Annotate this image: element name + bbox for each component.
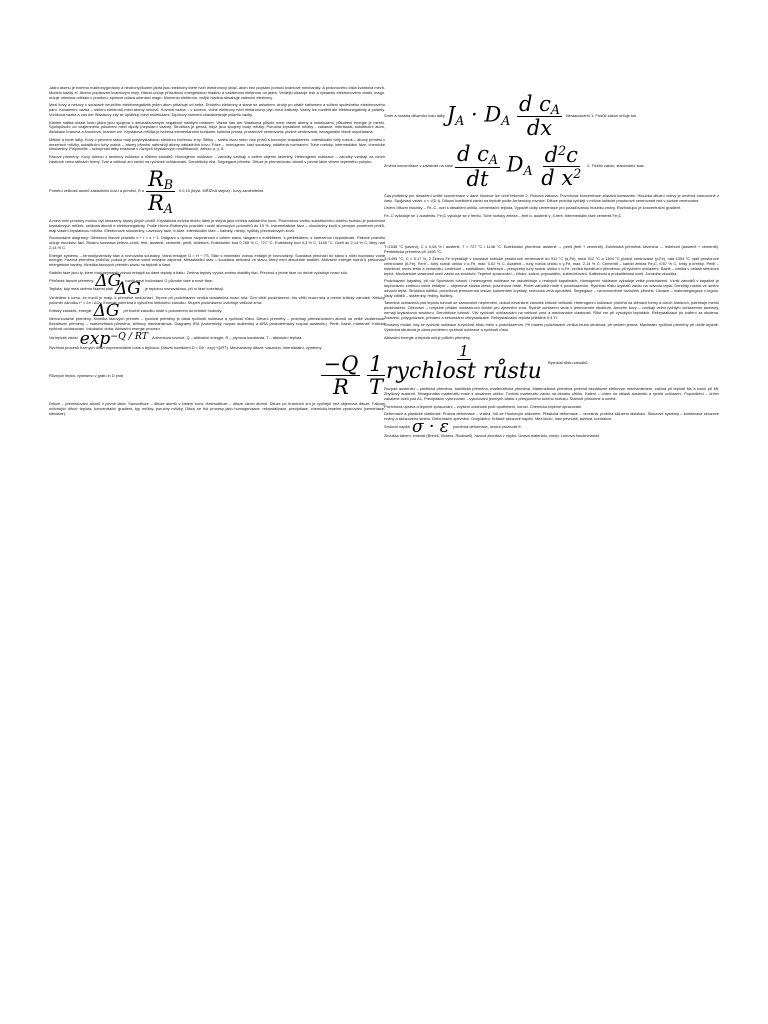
equation-growth-rate-tail: Rychlost růstu zárodků.: [547, 360, 589, 366]
equation-slope: [49, 353, 385, 398]
equation-delta-g-2-lead: Teplota, kdy mezi oběma fázemi platí: [49, 286, 114, 292]
equation-radius-ratio: [49, 168, 385, 216]
left-paragraph-5: Fázové přeměny: Kovy tuhnou z taveniny nukleací a růstem zárodků. Homogenní nukleace – zárodky vznikají v celém objemu taveniny. Heterogenní nukleace – zárodky vznikají na cizích částicích nebo stěnách formy. Tvar a velikost zrn závisí na rychlosti ochlazování. Dendritický růst. Segregace příměsí. Difuze je přemisťování atomů v pevné látce vlivem tepelného pohybu.: [49, 154, 385, 164]
formula-growth-rate: $\frac{1}{\text{rychlost růstu}}$: [386, 341, 542, 385]
equation-delta-g-2-tail: je teplotou rovnovážnou, při ní fáze koexistují.: [144, 286, 224, 292]
equation-stress-tail: poměrná deformace, modul pružnosti E.: [452, 423, 523, 429]
equation-arrhenius-tail: Arrheniova rovnice, Q – aktivační energie, R – plynová konstanta, T – absolutní teplota.: [151, 334, 303, 340]
right-paragraph-9: Aktivační energie a teplota určují průběh přeměny.: [384, 334, 471, 340]
left-paragraph-7: Rovnovážné diagramy: Gibbsovo fázové pravidlo v + f = s + 1. Diagram s úplnou rozpustností v tuhém stavu, diagram s eutektikem, s peritektikem, s omezenou rozpustností. Pákové pravidlo určuje množství fází. Binární soustava železo–uhlík: ferit, austenit, cementit, perlit, ledeburit. Eutektoidní bod 0,765 % C, 727 °C. Eutektický bod 4,3 % C, 1148 °C. Oceli do 2,14 % C, litiny nad 2,14 % C.: [49, 235, 385, 250]
formula-radius-ratio: $\frac{R_B}{R_A}$: [147, 166, 174, 216]
equation-radius-ratio-tail: ≤ 0,15 (kryst. MŘÍŽKA stejná) - kovy zaměnitelné.: [179, 187, 265, 193]
formula-arrhenius: $\exp^{-Q / RT}$: [79, 328, 148, 349]
equation-radius-ratio-lead: Poměru velikosti atomů základního kovu a příměsi, R a: [49, 187, 144, 193]
left-paragraph-3: Kladně nabitá oblast iontu jádra jsou spojena s delokalizovaným negativně nabitým mrakem. Vazba Van der Waalsova působí mezi všemi atomy a molekulami, působení energie je menší. Spolupůsobí od vzájemného působení mezi dipóly (nepolární vazba). Struktura je pevná, když jsou spojeny body mřížky. Porucha krystalové mřížky - vakance, intersticiál, substituční atom, dislokace hranová a šroubová, hranice zrn. Krystalová mřížka je tvořena elementárními buňkami, kubická prostá, prostorově centrovaná, plošně centrovaná, hexagonální těsně uspořádaná.: [49, 119, 385, 134]
equation-delta-g-3-lead: Kritický zárodek, energie: [49, 307, 92, 313]
left-paragraph-6: A mezi nimi prostory mohou být obsazeny atomy jiných prvků. Krystalická mřížka těchto látek je stejná jako mřížka základního kovu. Podmínkou vzniku substitučního tuhého roztoku je podobnost krystalových mřížek, velikosti atomů a elektronegativity. Podle Hume-Rotheryho pravidel: rozdíl atomových poloměrů do 15 %. Intermetalické fáze – sloučeniny kovů s pevným poměrem prvků, mají vlastní krystalovou mřížku. Elektronové sloučeniny, Lavesovy fáze, σ-fáze. Intersticiální fáze – karbidy, nitridy, hydridy přechodových kovů.: [49, 218, 385, 233]
left-paragraph-9: Stabilní fáze jsou ty, které mají nejmenší volnou entalpii za dané teploty a tlaku. Změna teploty vyvolá změnu stability fází. Přechod z jedné fáze do druhé vyžaduje hnací sílu.: [49, 269, 349, 275]
right-paragraph-11: Povrchová úprava a tepelné zpracování – zvýšení odolnosti proti opotřebení, korozi. Chemicko-tepelné zpracování.: [384, 403, 583, 409]
formula-fick-1: $J_A \cdot D_A$ $\frac{d c_A}{dx}$: [446, 92, 560, 141]
equation-fick-1: [384, 93, 719, 139]
equation-growth-rate: [384, 341, 719, 385]
equation-delta-g-1-lead: Přírůstek fázové přeměny: [49, 277, 94, 283]
formula-delta-g-2: ΔG: [115, 279, 141, 300]
left-paragraph-12: Rychlost procesů řízených difuzí exponenciálně roste s teplotou. Difuzní koeficient D = D0 · exp(−Q/RT). Mechanismy difuze: vakanční, intersticiální, výměnný.: [49, 344, 323, 350]
formula-delta-g-1: ΔG: [95, 270, 122, 291]
right-paragraph-8: Smíšený model, kdy se rychlost nukleace a rychlost růstu mění s podchlazením. Při malém podchlazení vzniká hrubá struktura, při velkém jemná. Maximální rychlost přeměny při určité teplotě. Výsledná struktura je dána poměrem rychlosti nukleace a rychlosti růstu.: [384, 322, 719, 333]
equation-fick-1-tail: Nestacionární 1. Fickův zákon určuje tok.: [565, 112, 638, 118]
left-paragraph-4: Měkké a tvrdé látky. Kovy v pevném stavu mají polykrystalickou strukturu tvořenou zrny. Slitiny – směsi dvou nebo více prvků s kovovým charakterem. Intersticiální tuhý roztok – atomy příměsi v mezerách mřížky, substituční tuhý roztok – atomy příměsi nahrazují atomy základního kovu. Fáze – homogenní část soustavy, oddělená rozhraním. Tuhé roztoky, intermediální fáze, chemické sloučeniny. Polymorfie – schopnost látky existovat v různých krystalových modifikacích, železo α, γ, δ.: [49, 136, 385, 152]
left-paragraph-8: Energie systému – termodynamický stav a rovnováha soustavy. Volná entalpie G = H − TS. Stav s minimální volnou entalpií je rovnovážný. Soustava přechází do stavu s nižší hodnotou volné energie. Fázová přeměna probíhá, pokud je změna volné entalpie záporná. Metastabilní stav – soustava setrvává ve stavu, který není absolutně stabilní. Aktivační energie nutná k překonání energetické bariéry. Kinetika fázových přeměn závisí na teplotě a čase.: [49, 252, 385, 268]
equation-fick-2-tail: 2. Fickův zákon, stacionární stav.: [587, 163, 645, 169]
equation-slope-lead: Různých teplot, vyneseno v grafu ln D proti: [49, 372, 124, 378]
right-paragraph-13: Zkouška tahem, tvrdosti (Brinell, Vickers, Rockwell), rázová zkouška v ohybu. Únava materiálu, creep. Lomová houževnatost.: [384, 432, 600, 438]
right-paragraph-4: T=1538 °C (tavení), C ≤ 0,08 % / austenit, T = 727 °C / 1148 °C. Eutektoidní přeměna: austenit → perlit (ferit + cementit). Eutektická přeměna: tavenina → ledeburit (austenit + cementit). Peritektická přeměna při 1495 °C.: [384, 243, 719, 254]
left-paragraph-11: Nerovnovážné přeměny: Kinetika fázových přeměn – rychlost přeměny je dána rychlostí nukleace a rychlostí růstu. Difuzní přeměny – probíhají přemisťováním atomů na velké vzdálenosti. Bezdifuzní přeměny – martenzitická přeměna, střihový mechanismus. Diagramy IRA (izotermický rozpad austenitu) a ARA (anizotermický rozpad austenitu). Perlit, bainit, martenzit. Kritická rychlost ochlazování. Inkubační doba. Aktivační energie procesu.: [49, 316, 385, 331]
equation-delta-g-3-tail: při tvorbě zárodku roste s poloměrem do kritické hodnoty.: [123, 307, 223, 313]
right-column: [384, 90, 719, 441]
formula-delta-g-3: ΔG: [93, 300, 120, 321]
right-paragraph-2: Určení difuzní hloubky – Fe–C, ocel s obsahem uhlíku, cementační teplota. Vypočet doby cementace pro požadovanou hloubku vrstvy. Rozhodující je koncentrační gradient.: [384, 205, 682, 211]
equation-arrhenius-lead: Na teplotě závisí: [49, 334, 78, 340]
equation-stress-lead: Smluvní napětí: [384, 423, 410, 429]
left-column: [49, 86, 385, 420]
equation-fick-1-lead: Směr a hustota difuzního toku látky: [384, 112, 445, 118]
equation-fick-2: [384, 143, 719, 189]
right-paragraph-7: Tavenina ochlazená pod teplotu tuhnutí se samovolně nepřemění, dokud nevznikne zárodek kritické velikosti. Heterogenní nukleace probíhá na stěnách formy a cizích částicích, potřebuje menší podchlazení. Očkování – úmyslné přidání nukleačních činidel pro zjemnění zrna. Rychlé ochlazení vede k jemnozrnné struktuře. Amorfní kovy – vznikají velmi rychlým ochlazením taveniny, nemají krystalovou strukturu. Dendritické tuhnutí. Vliv rychlosti ochlazování na velikost zrna a mechanické vlastnosti. Růst zrn při vysokých teplotách. Rekrystalizace po tváření za studena. Zotavení, polygonizace, primární a sekundární rekrystalizace. Rekrystalizační teplota přibližně 0,4 Tt.: [384, 300, 719, 320]
left-paragraph-1: Jádro atomu je tvořeno nukleony(protony a neutrony)/kolem jádra jsou elektrony které tvoří elektronový obal/- atom bez popsání pomocí kvantové mechaniky. A protonového čísla kvantová mech. Modelu každý el. Atomu popisován kvantovým čísly. Hlavní určuje příslušnou energetickou hladinu a vzdálenost elektronu od jádra. Vedlejší ukazuje tvar a výstavbu elektronového obalu, magn. určuje orientaci orbitalu v prostoru, spinové udává orientaci magn. Momentu elektronu, vnější hladina obsahuje valenční elektrony.: [49, 85, 385, 100]
formula-slope: $\frac{-Q}{R}$ $\frac{1}{T}$: [323, 352, 383, 400]
right-paragraph-3: Fe–C vyžaduje se 1 austenitu, Fe₃C vylučuje se z ferritu. Tuhé roztoky železa – ferit α, austenit γ, δ-ferit. Intermediální fáze cementit Fe₃C.: [384, 213, 623, 219]
left-paragraph-2: Mezi kovy a nekovy v soustavě neurčitím elektronegativitě jeden atom přitahuje od sebe. Druhého elektrony a stane se aniontem, druhý po ztrátě kationtem a sdílení společného elektronového páru. Kovalentní vazba – sdílení elektronů mezi atomy nekovů. Kovová vazba – v kovech, volné elektrony tvoří elektronový plyn mezi kationty. Vazby lze rozdělit dle elektronegativity a polarity. Vodíková vazba a van der Waalsovy síly se uplatňují mezi molekulami. Dipólový moment charakterizuje polaritu vazby.: [49, 102, 385, 117]
right-paragraph-1: Čas potřebný pro dosažení určité koncentrace v dané hloubce lze určit řešením 2. Fickova zákona. Povrchová koncentrace zůstává konstantní. Hloubka difuzní vrstvy je úměrná odmocnině z času. Spojovací vztah: x ≈ √(D t). Difuzní koeficient závisí na teplotě podle Arrheniovy rovnice. Difuze probíhá rychleji v mřížce kubické prostorově centrované než v plošně centrované.: [384, 192, 719, 203]
equation-delta-g-1-tail: rozdíl mezi hodnotami G původní fáze a nové fáze.: [125, 277, 214, 283]
left-paragraph-13: Difuze – přemisťování atomů v pevné látce. Samodifuze – difuze atomů v čistém kovu. Heterodifuze – difuze cizích atomů. Difuze po hranicích zrn je rychlejší než objemová difuze. Faktory ovlivňující difuzi: teplota, koncentrační gradient, typ mřížky, poruchy mřížky. Difuzí se řídí procesy jako homogenizace, rekrystalizace, precipitace, chemicko-tepelné zpracování (cementace, nitridace).: [49, 401, 385, 416]
right-paragraph-6: Podchlazení kapaliny, při níž Spontánní tuhnutí i heterogenní nukleace se uskutečňuje v reálných kapalinách. Homogenní nukleace vyžaduje velké podchlazení. Vznik zárodků v kapalině je doprovázen změnou volné entalpie – objemová složka klesá, povrchová roste. Počet zárodků roste s podchlazením. Rychlost růstu krystalů závisí na odvodu tepla. Dendrity rostou ve směru odvodu tepla. Struktura odlitku: povrchová jemnozrnná vrstva, kolumnární krystaly, rovnoosá zrna uprostřed. Segregace – nerovnoměrné rozložení příměsí. Likvace – makrosegregace v ingotu. Vady odlitků – staženiny, řediny, bubliny.: [384, 278, 719, 298]
formula-fick-2: $\frac{d c_A}{dt}$ $D_A$ $\frac{d^2c}{d x^2}$: [456, 142, 582, 191]
formula-stress: σ · ε: [411, 416, 449, 437]
right-paragraph-10: Rozpad austenitu – perlitická přeměna, bainitická přeměna, martenzitická přeměna. Martenzitická přeměna probíhá bezdifuzně střihovým mechanismem, začíná při teplotě Ms a končí při Mf. Zbytkový austenit. Tetragonalita martenzitu roste s obsahem uhlíku. Tvrdost martenzitu závisí na obsahu uhlíku. Kalení – ohřev do oblasti austenitu a rychlé ochlazení. Popouštění – ohřev zakalené oceli pod A1. Precipitační vytvrzování – vylučování jemných částic z přesyceného tuhého roztoku. Stárnutí přirozené a umělé.: [384, 386, 719, 401]
right-paragraph-12: Deformace a plastické vlastnosti. Pružná deformace – vratná, řídí se Hookovým zákonem. Plastická deformace – nevratná, probíhá skluzem dislokací. Skluzové systémy – kombinace skluzové roviny a skluzového směru. Deformační zpevnění. Dvojčatění. Kritické skluzové napětí. Mez kluzu, mez pevnosti, tažnost, kontrakce.: [384, 411, 719, 422]
right-paragraph-5: T=1495 °C, C = 0,17 %, 2 Železo Fe krystaluje v soustavě kubické prostorově centrované do 912 °C (α-Fe), mezi 912 °C a 1394 °C plošně centrované (γ-Fe), nad 1394 °C opět prostorově centrované (δ-Fe). Ferit – tuhý roztok uhlíku v α-Fe, max. 0,02 % C. Austenit – tuhý roztok uhlíku v γ-Fe, max. 2,14 % C. Cementit – karbid železa Fe₃C, 6,67 % C, tvrdý a křehký. Perlit – eutektoid, směs feritu a cementitu. Ledeburit – eutektikum. Martenzit – přesycený tuhý roztok uhlíku v α-Fe, vzniká bezdifuzní přeměnou při rychlém ochlazení. Bainit – vzniká v oblasti středních teplot. Mechanické vlastnosti ocelí závisí na struktuře. Tepelné zpracování – žíhání, kalení, popouštění, zušlechťování. Kalitelnost a prokalitelnost oceli. Jominiho zkouška.: [384, 256, 719, 276]
equation-fick-2-lead: Změna koncentrace v závislosti na čase: [384, 163, 453, 169]
left-paragraph-10: Vzhledem k tomu, že rozdíl je malý, k přeměně nedochází. Teprve při podchlazení vzniká dostatečná hnací síla. Čím větší podchlazení, tím větší hnací síla a menší kritický zárodek. Kritický poloměr zárodku r* = 2σ / ΔGv. Energie potřebná k vytvoření kritického zárodku. Stupeň podchlazení ovlivňuje velikost zrna.: [49, 295, 385, 305]
